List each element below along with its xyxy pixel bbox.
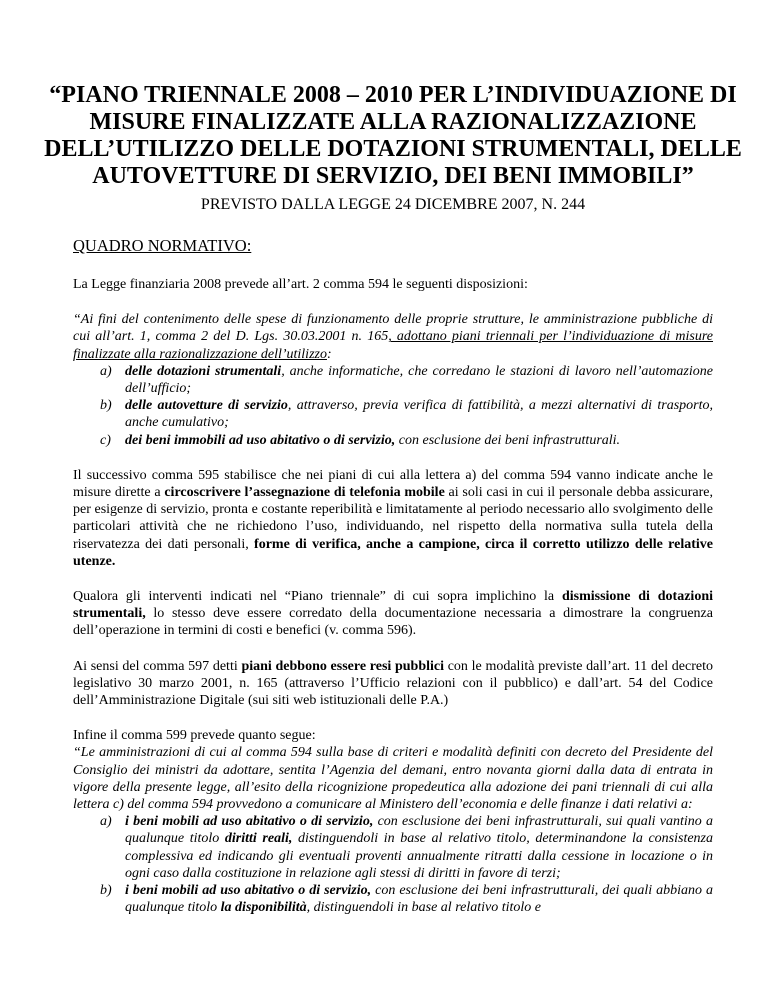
section-heading: QUADRO NORMATIVO: <box>73 236 252 255</box>
paragraph-596: Qualora gli interventi indicati nel “Piano triennale” di cui sopra implichino la dismissione di dotazioni strumentali, lo stesso deve essere corredato della documentazione necessaria a dimostrare la congruenza dell’operazione in termini di costi e benefici (v. comma 596). <box>73 589 713 639</box>
paragraph-599-intro: Infine il comma 599 prevede quanto segue: <box>73 728 316 744</box>
document-subtitle: PREVISTO DALLA LEGGE 24 DICEMBRE 2007, N. 244 <box>200 196 586 213</box>
paragraph-595: Il successivo comma 595 stabilisce che nei piani di cui alla lettera a) del comma 594 vanno indicate anche le misure dirette a circoscrivere l’assegnazione di telefonia mobile ai soli casi in cui il personale debba assicurare, per esigenze di servizio, pronta e costante reperibilità e limitatamente al periodo necessario allo svolgimento delle particolari attività che ne richiedono l’uso, individuando, nel rispetto della normativa sulla tutela della riservatezza dei dati personali, forme di verifica, anche a campione, circa il corretto utilizzo delle relative utenze. <box>73 467 714 569</box>
list-item: a) i beni mobili ad uso abitativo o di servizio, con esclusione dei beni infrastrutturali, sui quali vantino a qualunque titolo diritti reali, distinguendoli in base al relativo titolo, determinandone la consistenza complessiva ed indicando gli eventuali proventi annualmente ritratti dalla cessione in locazione o in ogni caso dalla costituzione in relazione agli stessi di diritti in favore di terzi; <box>100 814 713 881</box>
list-item: a) delle dotazioni strumentali, anche informatiche, che corredano le stazioni di lavoro nell’automazione dell’ufficio; <box>100 363 713 397</box>
document-title: “PIANO TRIENNALE 2008 – 2010 PER L’INDIVIDUAZIONE DI MISURE FINALIZZATE ALLA RAZIONALIZZAZIONE DELL’UTILIZZO DELLE DOTAZIONI STRUMENTALI, DELLE AUTOVETTURE DI SERVIZIO, DEI BENI IMMOBILI” <box>44 82 742 189</box>
paragraph-597: Ai sensi del comma 597 detti piani debbono essere resi pubblici con le modalità previste dall’art. 11 del decreto legislativo 30 marzo 2001, n. 165 (attraverso l’Ufficio relazioni con il pubblico) e dall’art. 54 del Codice dell’Amministrazione Digitale (sui siti web istituzionali delle P.A.) <box>73 658 713 709</box>
quote-paragraph-594: “Ai fini del contenimento delle spese di funzionamento delle proprie strutture, le amministrazione pubbliche di cui all’art. 1, comma 2 del D. Lgs. 30.03.2001 n. 165, adottano piani triennali per l’individuazione di misure finalizzate alla razionalizzazione dell’utilizzo: <box>73 312 713 362</box>
document-page <box>44 82 742 917</box>
quote-paragraph-599: “Le amministrazioni di cui al comma 594 sulla base di criteri e modalità definiti con decreto del Presidente del Consiglio dei ministri da adottare, sentita l’Agenzia del demani, entro novanta giorni dalla data di entrata in vigore della presente legge, all’esito della ricognizione propedeutica alla adozione dei pani triennali di cui alla lettera c) del comma 594 provvedono a comunicare al Ministero dell’economia e delle finanze i dati relativi a: <box>73 745 713 813</box>
list-item: b) delle autovetture di servizio, attraverso, previa verifica di fattibilità, a mezzi alternativi di trasporto, anche cumulativo; <box>100 398 713 431</box>
list-594 <box>100 363 713 449</box>
intro-paragraph: La Legge finanziaria 2008 prevede all’art. 2 comma 594 le seguenti disposizioni: <box>73 277 528 292</box>
list-item: c) dei beni immobili ad uso abitativo o di servizio, con esclusione dei beni infrastrutturali. <box>100 432 621 448</box>
list-599 <box>100 813 713 916</box>
list-item: b) i beni mobili ad uso abitativo o di servizio, con esclusione dei beni infrastrutturali, dei quali abbiano a qualunque titolo la disponibilità, distinguendoli in base al relativo titolo e <box>100 883 713 916</box>
